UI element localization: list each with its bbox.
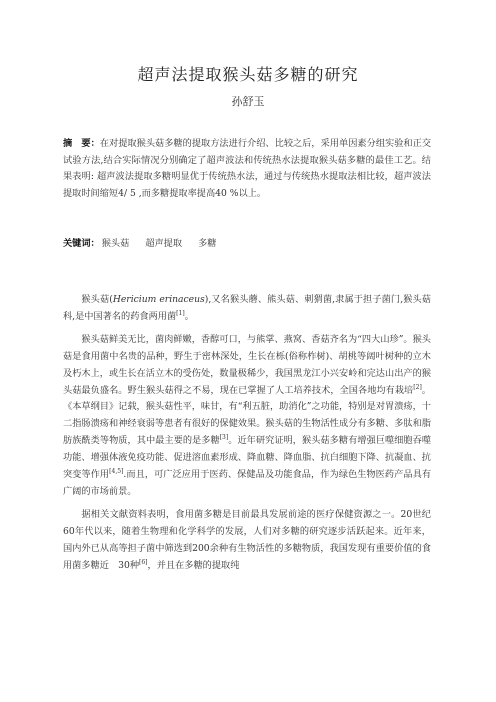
text-run: .而且，可广泛应用于医药、保健品及功能食品，作为绿色生物医药产品具有广阔的市场前景。 bbox=[63, 469, 432, 497]
keywords bbox=[63, 236, 431, 252]
latin-name: Hericium erinaceus bbox=[112, 294, 205, 305]
citation: [2] bbox=[413, 383, 422, 391]
text-run: 。 bbox=[184, 310, 194, 322]
keyword-item: 猴头菇 bbox=[101, 238, 130, 249]
abstract-label: 摘 要： bbox=[63, 138, 100, 149]
keyword-item: 超声提取 bbox=[145, 238, 183, 249]
citation: [1] bbox=[176, 309, 185, 317]
paper-title: 超声法提取猴头菇多糖的研究 bbox=[137, 65, 359, 84]
text-run: ),又名猴头蘑、熊头菇、刺猬菌,隶属于担子菌门,猴头菇科,是中国著名的药食两用菌 bbox=[63, 294, 431, 322]
paragraph bbox=[63, 332, 431, 501]
text-run: 。近年研究证明，猴头菇多糖有增强巨噬细胞吞噬功能、增强体液免疫功能、促进溶血素形成、降血糖、降血脂、抗白细胞下降、抗凝血、抗突变等作用 bbox=[63, 435, 432, 481]
abstract bbox=[63, 136, 431, 202]
text-run: 猴头菇鲜美无比，菌肉鲜嫩，香醇可口，与熊掌、燕窝、香菇齐名为“四大山珍”。猴头菇是食用菌中名贵的品种，野生于密林深处，生长在栎(俗称柞树)、胡桃等阔叶树种的立木及朽木上，或生长在活立木的受伤处，数量极稀少，我国黑龙江小兴安岭和完达山出产的猴头菇最负盛名。野生猴头菇得之不易，现在已掌握了人工培养技术，全国各地均有栽培 bbox=[63, 333, 431, 396]
abstract-text: 在对提取猴头菇多糖的提取方法进行介绍、比较之后，采用单因素分组实验和正交试验方法,结合实际情况分别确定了超声波法和传统热水法提取猴头菇多糖的最佳工艺。结果表明: 超声波法提取多糖明显优于传统热水法，通过与传统热水提取法相比较，超声波法提取时间缩短4/ 5 ,而多糖提取率提高40 %以上。 bbox=[63, 138, 432, 199]
paragraph bbox=[63, 507, 431, 575]
text-run: ，并且在多糖的提取纯 bbox=[147, 559, 240, 571]
author-name: 孙舒玉 bbox=[231, 95, 265, 108]
citation: [6] bbox=[139, 558, 148, 566]
keyword-item: 多糖 bbox=[198, 238, 217, 249]
paragraph bbox=[63, 292, 431, 326]
text-run: 据相关文献资料表明，食用菌多糖是目前最具发展前途的医疗保健资源之一。20世纪60年代以来，随着生物理和化学科学的发展，人们对多糖的研究逐步活跃起来。近年来，国内外已从高等担子菌中筛选到200余种有生物活性的多糖物质，我国发现有重要价值的食用菌多糖近 30种 bbox=[63, 508, 431, 571]
keywords-label: 关键词： bbox=[63, 238, 100, 249]
citation: [4,5] bbox=[109, 468, 124, 475]
citation: [3] bbox=[219, 434, 229, 442]
text-run: 。《本草纲目》记载，猴头菇性平，味甘，有“利五脏，助消化”之功能，特别是对胃溃疡，十二指肠溃疡和神经衰弱等患者有很好的保健效果。猴头菇的生物活性成分有多糖、多肽和脂肪族酰类等物质，其中最主要的是多糖 bbox=[63, 384, 431, 447]
body-text bbox=[63, 292, 431, 581]
text-run: 猴头菇( bbox=[81, 294, 113, 305]
